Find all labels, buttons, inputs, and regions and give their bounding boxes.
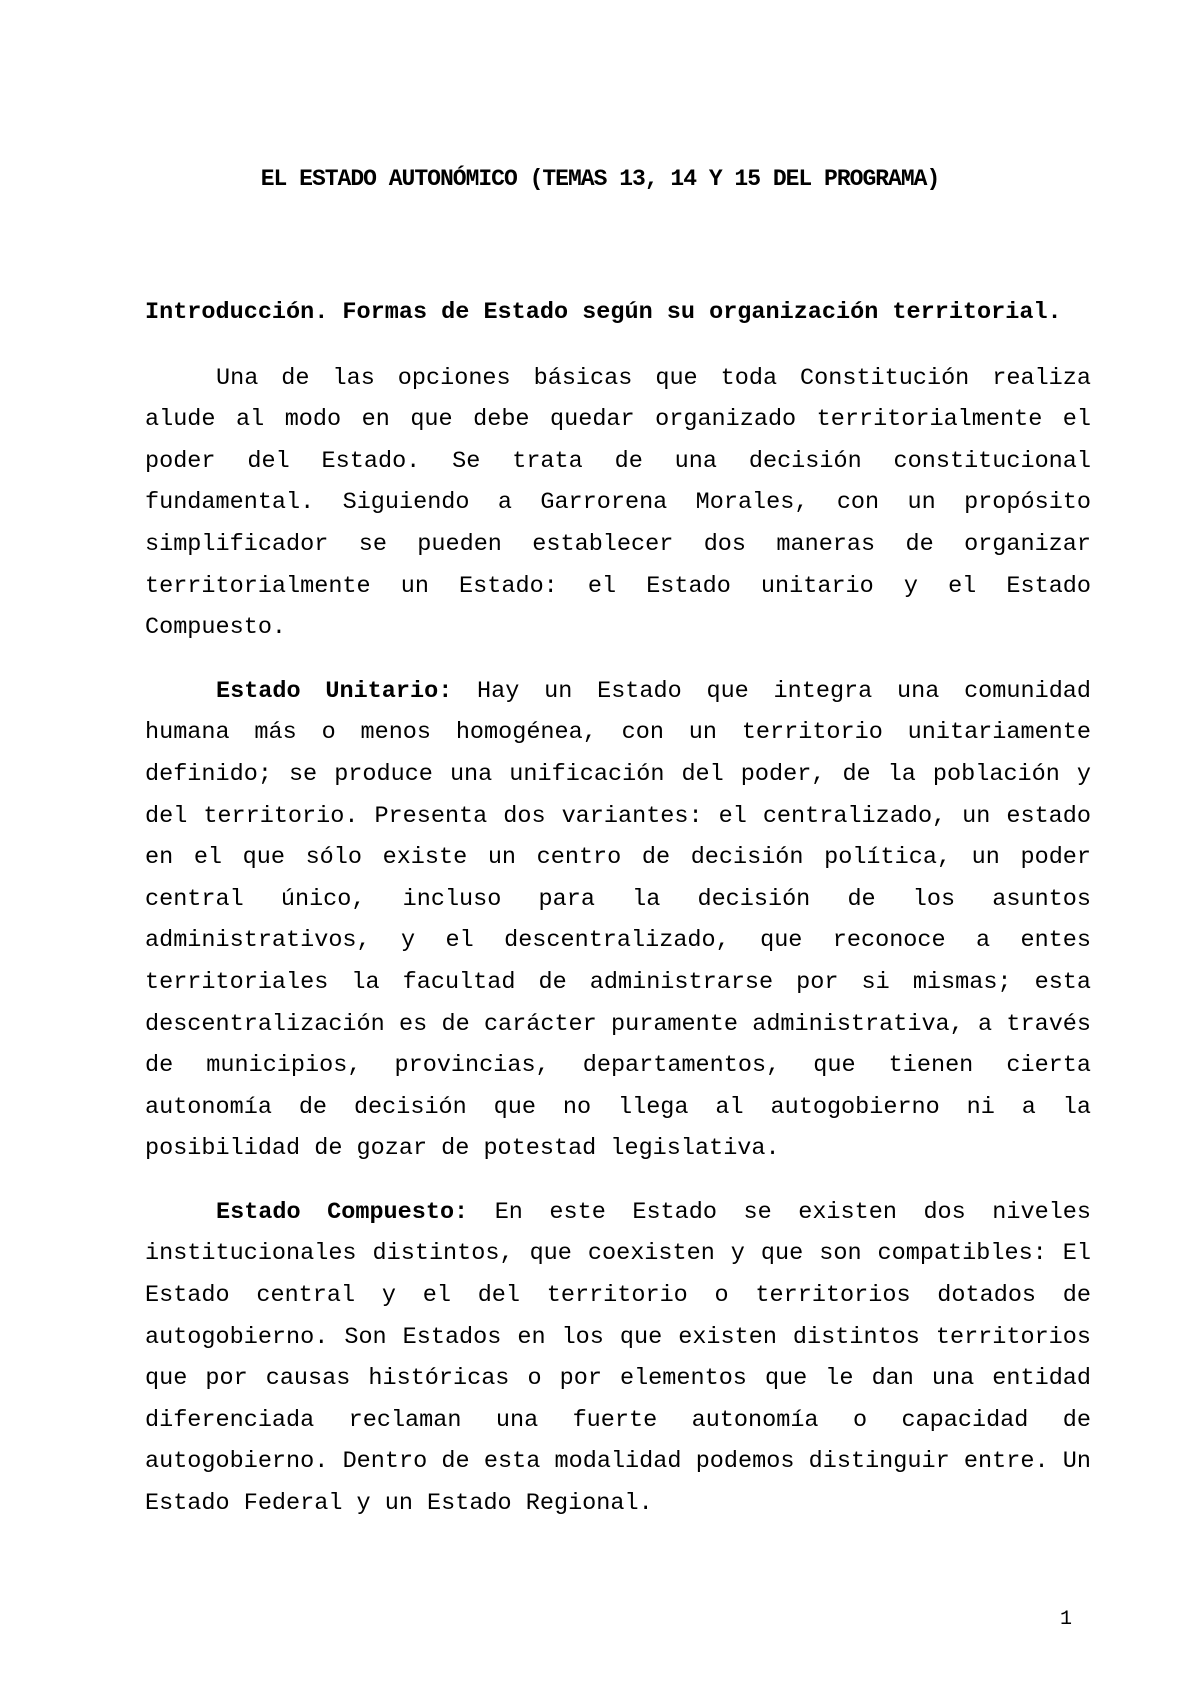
paragraph-estado-compuesto — [145, 1192, 1091, 1525]
paragraph-intro — [145, 358, 1091, 649]
paragraph-estado-unitario — [145, 671, 1091, 1170]
paragraph-text-estado-unitario: Hay un Estado que integra una comunidad humana más o menos homogénea, con un territorio unitariamente definido; se produce una unificación del poder, de la población y del territorio. Presenta dos variantes: el centralizado, un estado en el que sólo existe un centro de decisión política, un poder central único, incluso para la decisión de los asuntos administrativos, y el descentralizado, que reconoce a entes territoriales la facultad de administrarse por si mismas; esta descentralización es de carácter puramente administrativa, a través de municipios, provincias, departamentos, que tienen cierta autonomía de decisión que no llega al autogobierno ni a la posibilidad de gozar de potestad legislativa. — [145, 677, 1091, 1163]
paragraph-text-estado-compuesto: En este Estado se existen dos niveles institucionales distintos, que coexisten y que son compatibles: El Estado central y el del territorio o territorios dotados de autogobierno. Son Estados en los que existen distintos territorios que por causas históricas o por elementos que le dan una entidad diferenciada reclaman una fuerte autonomía o capacidad de autogobierno. Dentro de esta modalidad podemos distinguir entre. Un Estado Federal y un Estado Regional. — [145, 1198, 1091, 1518]
document-body — [145, 292, 1091, 1547]
section-heading: Introducción. Formas de Estado según su organización territorial. — [145, 299, 1062, 326]
page-number: 1 — [1060, 1608, 1073, 1631]
document-title: EL ESTADO AUTONÓMICO (TEMAS 13, 14 Y 15 DEL PROGRAMA) — [260, 166, 940, 192]
paragraph-lead-estado-unitario: Estado Unitario: — [216, 677, 453, 705]
paragraph-lead-estado-compuesto: Estado Compuesto: — [216, 1198, 469, 1226]
paragraph-intro-text: Una de las opciones básicas que toda Constitución realiza alude al modo en que debe quedar organizado territorialmente el poder del Estado. Se trata de una decisión constitucional fundamental. Siguiendo a Garrorena Morales, con un propósito simplificador se pueden establecer dos maneras de organizar territorialmente un Estado: el Estado unitario y el Estado Compuesto. — [145, 364, 1091, 642]
